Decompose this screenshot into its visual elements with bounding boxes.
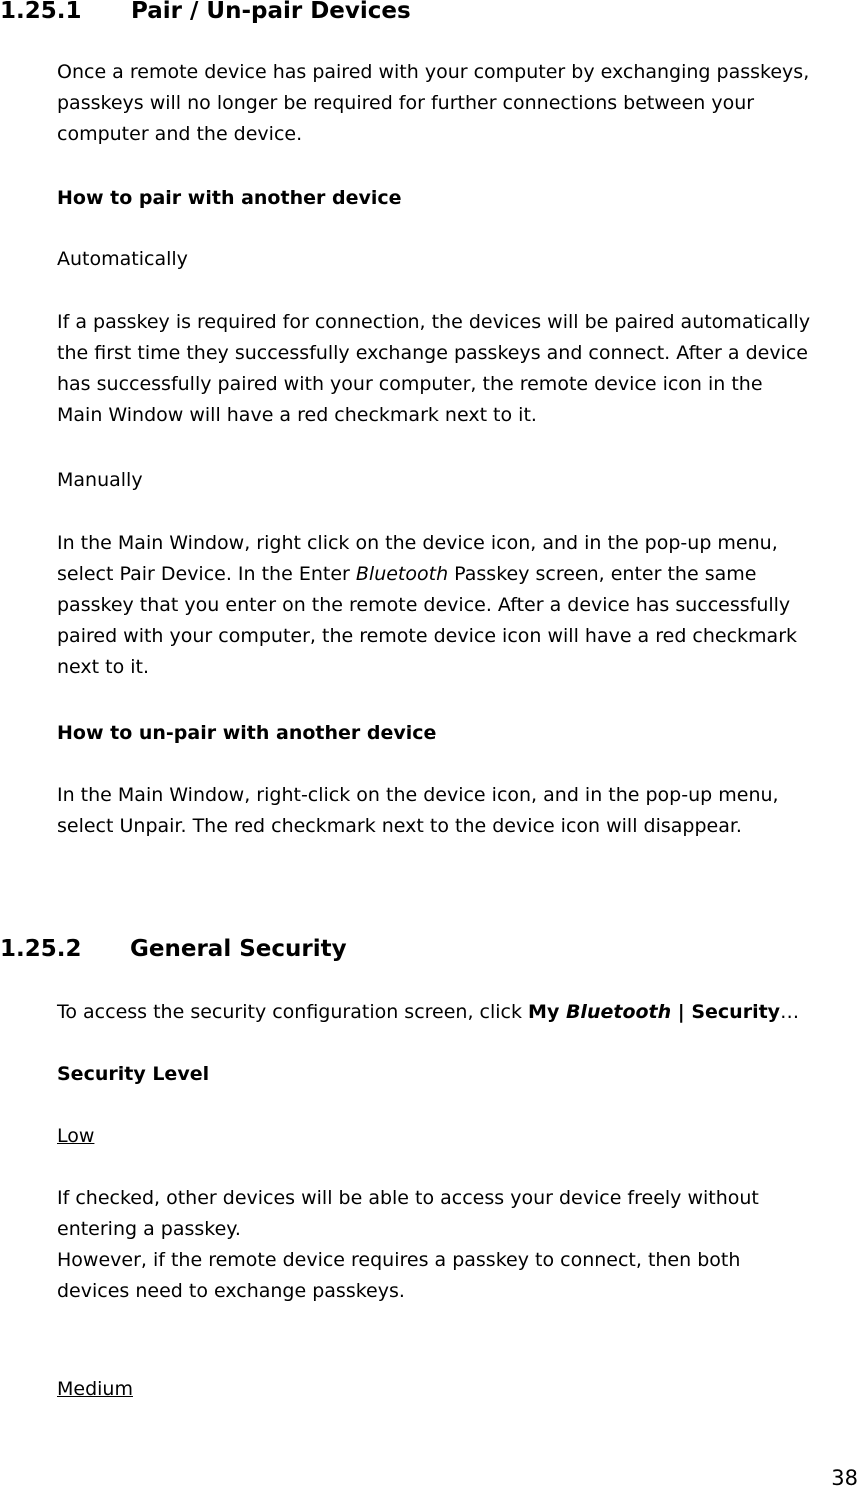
text-line: However, if the remote device requires a passkey to connect, then both bbox=[57, 1249, 741, 1271]
text-line: next to it. bbox=[57, 656, 150, 678]
text-run: To access the security configuration screen, click bbox=[57, 1001, 529, 1023]
section-number: 1.25.1 bbox=[0, 0, 82, 24]
text-line: computer and the device. bbox=[57, 123, 303, 145]
subheading-unpair: How to un-pair with another device bbox=[57, 722, 437, 744]
menu-path-security: | Security bbox=[671, 1001, 781, 1023]
text-line: has successfully paired with your computer, the remote device icon in the bbox=[57, 373, 763, 395]
text-line: If a passkey is required for connection, the devices will be paired automatically bbox=[57, 311, 811, 333]
section-heading-security bbox=[0, 936, 347, 962]
text-line: passkeys will no longer be required for further connections between your bbox=[57, 92, 755, 114]
text-line: paired with your computer, the remote device icon will have a red checkmark bbox=[57, 625, 798, 647]
text-line: select Unpair. The red checkmark next to the device icon will disappear. bbox=[57, 815, 742, 837]
security-level-heading: Security Level bbox=[57, 1063, 210, 1085]
menu-path-bluetooth: Bluetooth bbox=[565, 1001, 672, 1023]
subheading-pair: How to pair with another device bbox=[57, 187, 402, 209]
label-medium: Medium bbox=[57, 1378, 133, 1400]
unpair-paragraph bbox=[57, 780, 862, 842]
text-run: Passkey screen, enter the same bbox=[448, 563, 757, 585]
text-run: select Pair Device. In the Enter bbox=[57, 563, 356, 585]
menu-path-my: My bbox=[528, 1001, 566, 1023]
manual-paragraph bbox=[57, 528, 862, 683]
page-number: 38 bbox=[831, 1466, 858, 1490]
label-low: Low bbox=[57, 1125, 95, 1147]
section-heading-pair bbox=[0, 0, 411, 24]
text-line bbox=[57, 559, 862, 590]
text-line: Once a remote device has paired with your computer by exchanging passkeys, bbox=[57, 61, 810, 83]
section-title: General Security bbox=[130, 936, 347, 962]
text-line: passkey that you enter on the remote device. After a device has successfully bbox=[57, 594, 791, 616]
text-line: Main Window will have a red checkmark next to it. bbox=[57, 404, 537, 426]
text-line: the first time they successfully exchange passkeys and connect. After a device bbox=[57, 342, 809, 364]
section-number: 1.25.2 bbox=[0, 936, 82, 962]
security-access-line bbox=[57, 997, 862, 1028]
label-automatically: Automatically bbox=[57, 248, 188, 270]
text-line: In the Main Window, right click on the device icon, and in the pop-up menu, bbox=[57, 532, 778, 554]
section-title: Pair / Un-pair Devices bbox=[131, 0, 411, 24]
text-run: … bbox=[780, 1001, 800, 1023]
text-line: If checked, other devices will be able to access your device freely without bbox=[57, 1187, 759, 1209]
label-manually: Manually bbox=[57, 469, 143, 491]
low-paragraph bbox=[57, 1183, 862, 1307]
text-line: entering a passkey. bbox=[57, 1218, 241, 1240]
pair-intro-paragraph bbox=[57, 57, 862, 150]
text-line: In the Main Window, right-click on the device icon, and in the pop-up menu, bbox=[57, 784, 779, 806]
bluetooth-italic: Bluetooth bbox=[355, 563, 449, 585]
automatic-paragraph bbox=[57, 307, 862, 431]
text-line: devices need to exchange passkeys. bbox=[57, 1280, 405, 1302]
